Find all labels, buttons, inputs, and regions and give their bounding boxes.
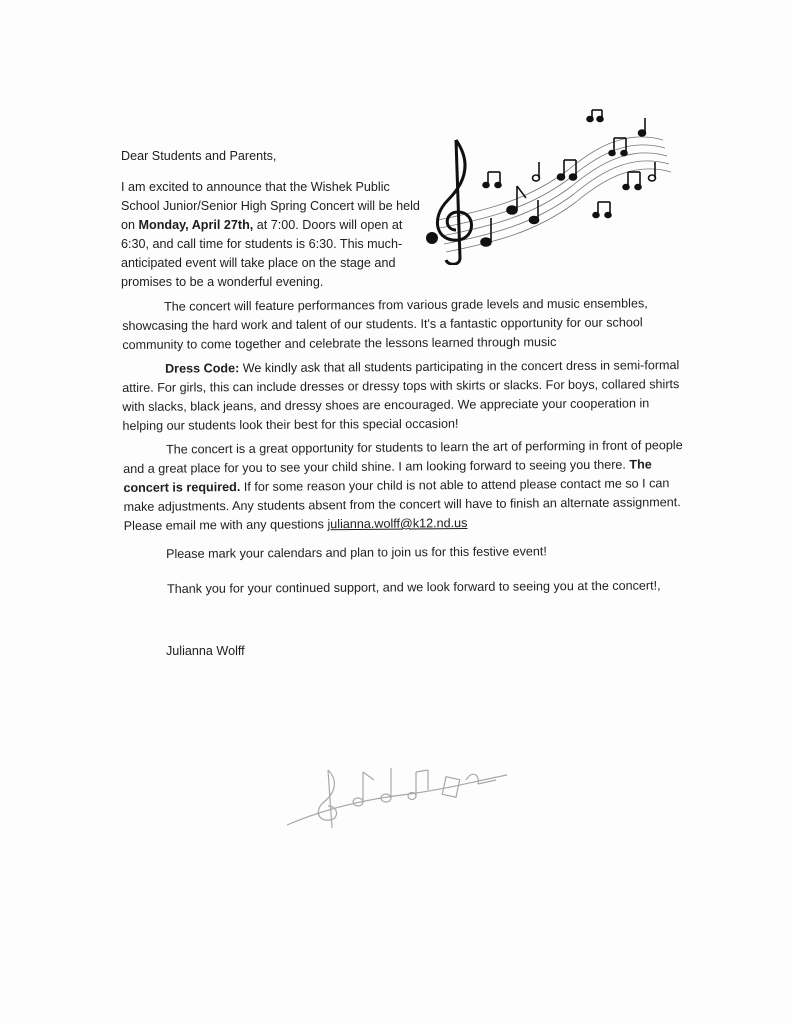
dress-code-paragraph: Dress Code: We kindly ask that all students participating in the concert dress in semi-formal attire. For girls, this can include dresses or dressy tops with skirts or slacks. For boys, collared shirts with slacks, black jeans, and dressy shoes are encouraged. We appreciate your cooperation in helping our students look their best for this special occasion! — [122, 358, 680, 433]
requirement-paragraph: The concert is a great opportunity for students to learn the art of performing in front of people and a great place for you to see your child shine. I am looking forward to seeing you there. The concert is required. If for some reason your child is not able to attend please contact me so I can make adjustments. Any students absent from the concert will have to finish an alternate assignment. Please email me with any questions julianna.wolff@k12.nd.us — [123, 438, 683, 533]
thank-you-paragraph: Thank you for your continued support, and we look forward to seeing you at the concert!, — [167, 578, 661, 596]
calendar-paragraph: Please mark your calendars and plan to join us for this festive event! — [166, 544, 547, 561]
intro-paragraph: I am excited to announce that the Wishek Public School Junior/Senior High Spring Concert will be held on Monday, April 27th, at 7:00. Doors will open at 6:30, and call time for students is 6:30. This much-anticipated event will take place on the stage and promises to be a wonderful evening. — [121, 180, 420, 289]
concert-date: Monday, April 27th, — [138, 218, 254, 232]
dress-code-label: Dress Code: — [165, 361, 240, 376]
performances-paragraph: The concert will feature performances from various grade levels and music ensembles, showcasing the hard work and talent of our students. It's a fantastic opportunity for our school community to come together and celebrate the lessons learned through music — [122, 296, 648, 352]
email-link[interactable]: julianna.wolff@k12.nd.us — [327, 515, 468, 532]
signature-name: Julianna Wolff — [166, 644, 245, 658]
music-staff-notes-icon — [418, 100, 678, 265]
required-notice: The concert is required. — [123, 457, 652, 495]
small-music-notes-icon — [282, 750, 512, 830]
greeting: Dear Students and Parents, — [121, 149, 277, 163]
